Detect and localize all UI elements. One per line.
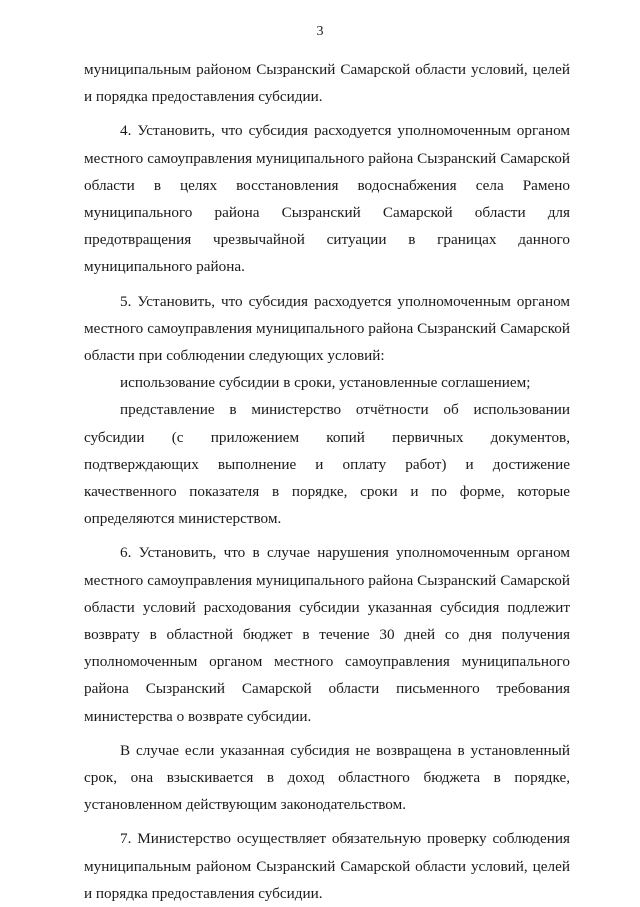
page-number: 3 — [316, 24, 324, 39]
paragraph-item-7: 7. Министерство осуществляет обязательную проверку соблюдения муниципальным районом Сызранский Самарской области условий, целей и порядка предоставления субсидии. — [84, 830, 570, 902]
paragraph-refund-clause: В случае если указанная субсидия не возвращена в установленный срок, она взыскивается в доход областного бюджета в порядке, установленном действующим законодательством. — [84, 741, 570, 814]
paragraph-continuation: муниципальным районом Сызранский Самарской области условий, целей и порядка предоставления субсидии. — [84, 61, 570, 106]
paragraph-item-4: 4. Установить, что субсидия расходуется уполномоченным органом местного самоуправления муниципального района Сызранский Самарской области в целях восстановления водоснабжения села Рамено муниципального района Сызранский Самарской области для предотвращения чрезвычайной ситуации в границах данного муниципального района. — [84, 122, 570, 276]
paragraph-condition-2: представление в министерство отчётности об использовании субсидии (с приложением копий первичных документов, подтверждающих выполнение и оплату работ) и достижение качественного показателя в порядке, сроки и по форме, которые определяются министерством. — [84, 401, 570, 528]
document-body — [84, 56, 570, 907]
paragraph-item-6: 6. Установить, что в случае нарушения уполномоченным органом местного самоуправления муниципального района Сызранский Самарской области условий расходования субсидии указанная субсидия подлежит возврату в областной бюджет в течение 30 дней со дня получения уполномоченным органом местного самоуправления муниципального района Сызранский Самарской области письменного требования министерства о возврате субсидии. — [84, 544, 570, 725]
paragraph-item-5: 5. Установить, что субсидия расходуется уполномоченным органом местного самоуправления муниципального района Сызранский Самарской области при соблюдении следующих условий: — [84, 292, 570, 365]
paragraph-condition-1: использование субсидии в сроки, установленные соглашением; — [120, 374, 531, 392]
